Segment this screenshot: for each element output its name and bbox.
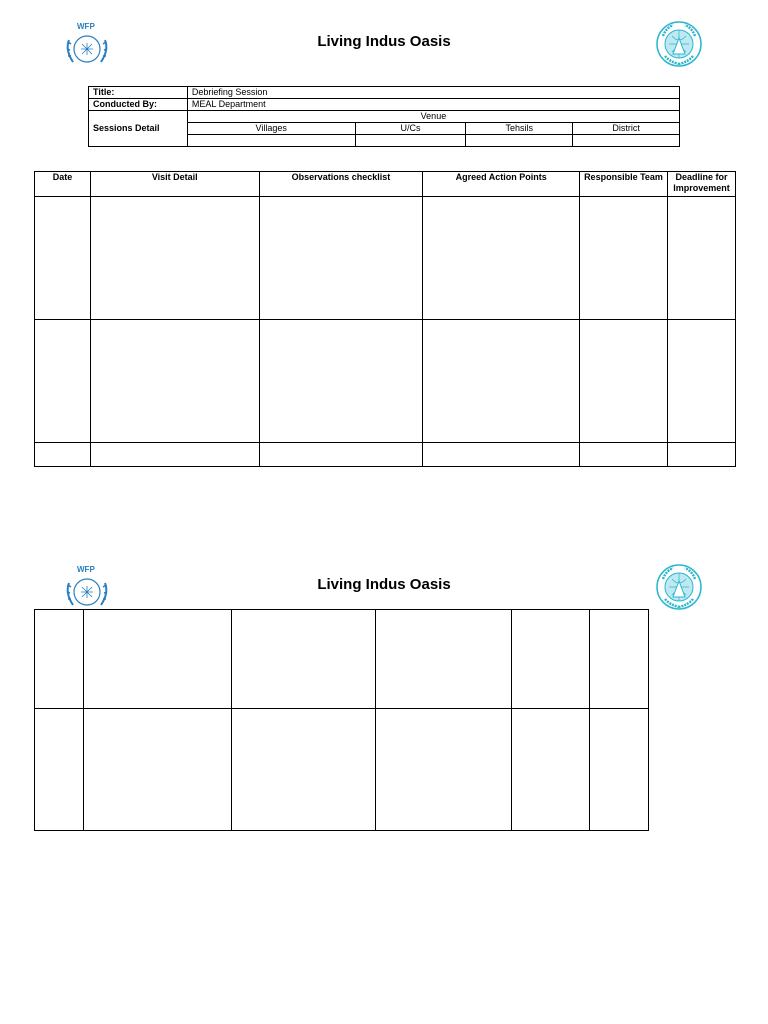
venue-label: Venue bbox=[187, 111, 679, 123]
svg-text:WFP: WFP bbox=[77, 22, 95, 31]
district-cell bbox=[573, 135, 680, 147]
deadline-header: Deadline for Improvement bbox=[667, 172, 735, 197]
table-row bbox=[35, 197, 736, 320]
wfp-logo bbox=[60, 563, 114, 613]
observations-header: Observations checklist bbox=[259, 172, 423, 197]
table-row bbox=[35, 610, 649, 709]
date-header: Date bbox=[35, 172, 91, 197]
table-row bbox=[35, 443, 736, 467]
sessions-detail-label: Sessions Detail bbox=[89, 111, 188, 147]
district-header: District bbox=[573, 123, 680, 135]
tehsils-cell bbox=[466, 135, 573, 147]
responsible-team-header: Responsible Team bbox=[580, 172, 668, 197]
muslim-hands-logo bbox=[655, 563, 703, 611]
wfp-logo bbox=[60, 20, 114, 70]
wfp-logo-icon bbox=[60, 563, 114, 613]
ucs-cell bbox=[355, 135, 466, 147]
table-row bbox=[35, 320, 736, 443]
page-title: Living Indus Oasis bbox=[317, 33, 451, 50]
conducted-by-value: MEAL Department bbox=[187, 99, 679, 111]
muslim-hands-logo bbox=[655, 20, 703, 68]
action-points-header: Agreed Action Points bbox=[423, 172, 580, 197]
villages-cell bbox=[187, 135, 355, 147]
tehsils-header: Tehsils bbox=[466, 123, 573, 135]
visit-detail-header: Visit Detail bbox=[90, 172, 259, 197]
title-value: Debriefing Session bbox=[187, 87, 679, 99]
title-label: Title: bbox=[89, 87, 188, 99]
page-title: Living Indus Oasis bbox=[317, 576, 451, 593]
wfp-logo-icon bbox=[60, 20, 114, 70]
muslim-hands-logo-icon bbox=[655, 563, 703, 611]
conducted-by-label: Conducted By: bbox=[89, 99, 188, 111]
session-info-table bbox=[88, 86, 680, 147]
table-row bbox=[35, 709, 649, 831]
muslim-hands-logo-icon bbox=[655, 20, 703, 68]
debriefing-table bbox=[34, 171, 736, 467]
svg-text:WFP: WFP bbox=[77, 565, 95, 574]
ucs-header: U/Cs bbox=[355, 123, 466, 135]
debriefing-table-continued bbox=[34, 609, 649, 831]
villages-header: Villages bbox=[187, 123, 355, 135]
